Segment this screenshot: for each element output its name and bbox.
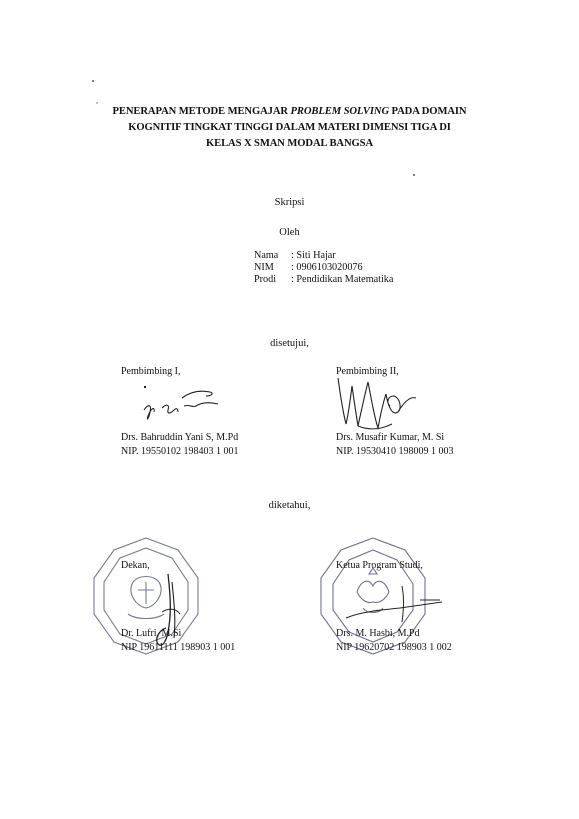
program-head-signature	[340, 582, 450, 632]
supervisor-2-nip: NIP. 19530410 198009 1 003	[336, 446, 454, 457]
title-line-1-emphasis: PROBLEM SOLVING	[290, 106, 389, 117]
author-key: NIM	[254, 262, 274, 273]
faculty-seal-stamp	[86, 534, 206, 659]
author-key: Nama	[254, 250, 279, 261]
title-line-1	[0, 104, 579, 120]
approved-label: disetujui,	[270, 338, 309, 349]
thesis-title	[0, 104, 579, 152]
supervisor-2-role: Pembimbing II,	[336, 366, 399, 377]
author-value: : Pendidikan Matematika	[291, 274, 394, 285]
supervisor-1-signature	[140, 382, 230, 427]
author-value: : Siti Hajar	[291, 250, 336, 261]
document-type: Skripsi	[274, 197, 305, 208]
title-line-2: KOGNITIF TINGKAT TINGGI DALAM MATERI DIMENSI TIGA DI	[128, 122, 451, 133]
supervisor-1-name: Drs. Bahruddin Yani S, M.Pd	[121, 432, 239, 443]
scan-speck	[92, 80, 94, 82]
dean-name: Dr. Lufri, M.Si	[121, 628, 182, 639]
author-row-name	[254, 250, 393, 262]
title-line-1-end: PADA DOMAIN	[389, 106, 467, 117]
author-key: Prodi	[254, 274, 277, 285]
supervisor-1-nip: NIP. 19550102 198403 1 001	[121, 446, 239, 457]
author-row-prodi	[254, 274, 393, 286]
author-info	[254, 250, 393, 286]
acknowledged-label: diketahui,	[268, 500, 311, 511]
scan-speck	[413, 174, 415, 176]
by-label: Oleh	[279, 227, 300, 238]
supervisor-1-role: Pembimbing I,	[121, 366, 181, 377]
program-head-name: Drs. M. Hasbi, M.Pd	[336, 628, 420, 639]
dean-signature	[148, 572, 188, 652]
title-line-3: KELAS X SMAN MODAL BANGSA	[205, 138, 374, 149]
title-line-1-start: PENERAPAN METODE MENGAJAR	[112, 106, 291, 117]
program-head-role: Ketua Program Studi,	[336, 560, 423, 571]
dean-nip: NIP 19611111 198903 1 001	[121, 642, 236, 653]
program-head-nip: NIP 19620702 198903 1 002	[336, 642, 452, 653]
author-value: : 0906103020076	[291, 262, 363, 273]
supervisor-2-name: Drs. Musafir Kumar, M. Si	[336, 432, 445, 443]
dean-role: Dekan,	[121, 560, 150, 571]
author-row-nim	[254, 262, 393, 274]
